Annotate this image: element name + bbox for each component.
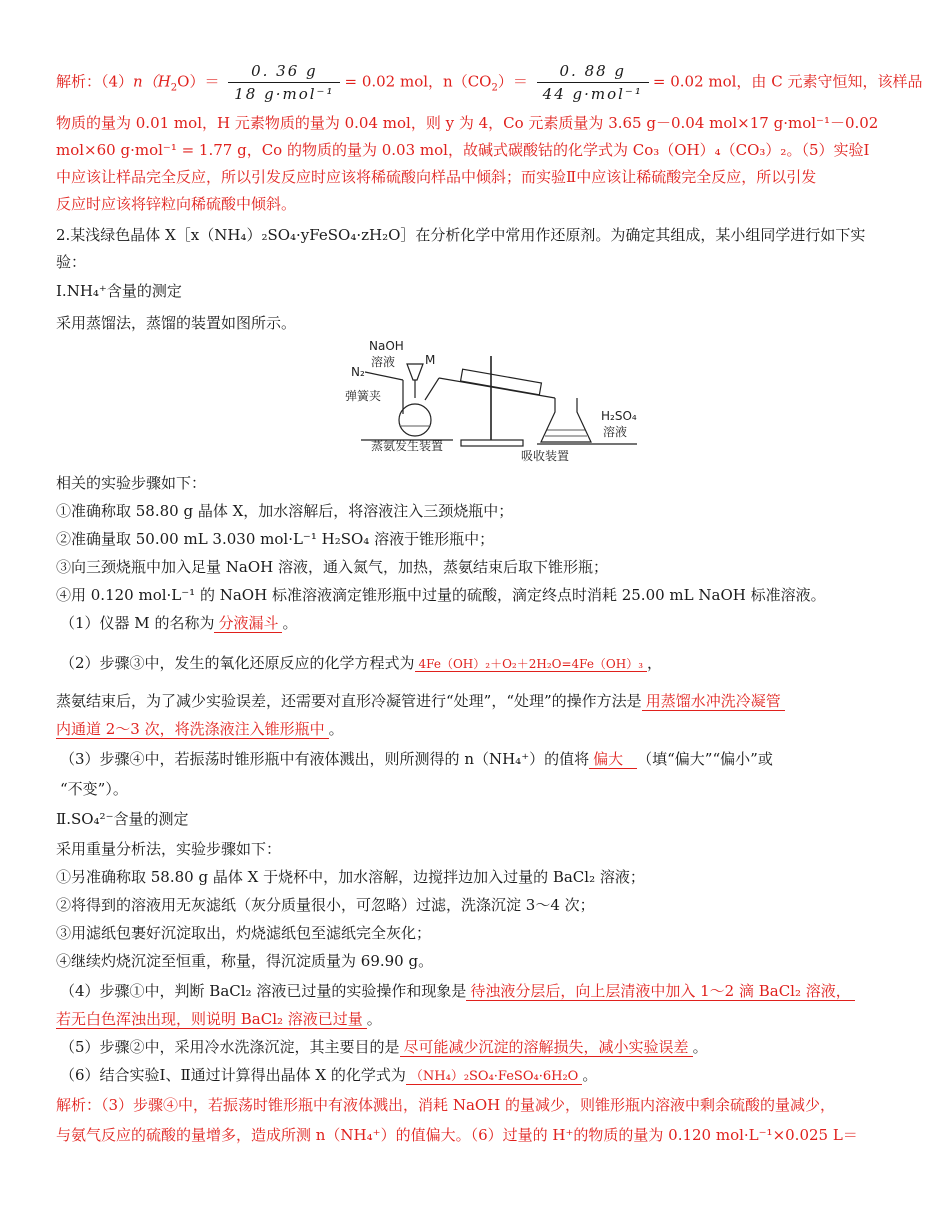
separatory-funnel [407,364,423,380]
fraction-co2 [537,60,649,105]
distillation-apparatus-diagram [341,336,641,466]
text: 。 [328,720,344,738]
subquestion-4 [60,980,855,1002]
text: ， [647,654,663,672]
text: ）＝ [497,72,528,91]
text: （2）步骤③中，发生的氧化还原反应的化学方程式为 [60,654,415,672]
fig-label-n2: N₂ [351,365,365,379]
text: （1）仪器 M 的名称为 [60,614,215,632]
analysis-label: 解析：（4） [56,72,134,91]
text: n（H [133,72,171,91]
fig-label-h2so4: H₂SO₄ [601,409,637,423]
analysis-line-2: 物质的量为 0.01 mol，H 元素物质的量为 0.04 mol，则 y 为 4，Co 元素质量为 3.65 g－0.04 mol×17 g·mol⁻¹－0.02 [56,114,879,132]
method-text-2: 采用重量分析法，实验步骤如下： [56,840,282,858]
fig-label-naoh: NaOH [369,339,404,353]
condenser-jacket [461,369,542,395]
text: = 0.02 mol，由 C 元素守恒知，该样品 [652,72,923,91]
subquestion-3-cont: “不变”）。 [60,780,128,798]
step-3: ③向三颈烧瓶中加入足量 NaOH 溶液，通入氮气，加热，蒸氨结束后取下锥形瓶； [56,558,608,576]
subquestion-2 [60,652,662,675]
text: （5）步骤②中，采用冷水洗涤沉淀，其主要目的是 [60,1038,400,1056]
text: （4）步骤①中，判断 BaCl₂ 溶液已过量的实验操作和现象是 [60,982,467,1000]
text: 蒸氨结束后，为了减少实验误差，还需要对直形冷凝管进行“处理”，“处理”的操作方法是 [56,692,642,710]
subquestion-2-cont [56,690,785,712]
step-2-1: ①另准确称取 58.80 g 晶体 X 于烧杯中，加水溶解，边搅拌边加入过量的 BaCl₂ 溶液； [56,868,645,886]
fraction-denominator: 18 g·mol⁻¹ [234,85,335,103]
analysis-2-line-2: 与氨气反应的硫酸的量增多，造成所测 n（NH₄⁺）的值偏大。（6）过量的 H⁺的物质的量为 0.120 mol·L⁻¹×0.025 L＝ [56,1126,858,1144]
text: 。 [366,1010,382,1028]
question-stem-2: 验： [56,253,87,271]
fig-label-absorber: 吸收装置 [521,449,570,463]
step-2-3: ③用滤纸包裹好沉淀取出，灼烧滤纸包至滤纸完全灰化； [56,924,432,942]
subquestion-2-cont-2 [56,718,344,740]
fig-label-generator: 蒸氨发生装置 [371,439,444,453]
answer-4-b: 若无白色浑浊出现，则说明 BaCl₂ 溶液已过量 [56,1010,367,1029]
text: O）＝ [177,72,220,91]
section-heading-2: Ⅱ.SO₄²⁻含量的测定 [56,810,189,828]
fig-label-clamp: 弹簧夹 [345,389,382,403]
section-heading-1: Ⅰ.NH₄⁺含量的测定 [56,282,182,300]
analysis-line-4: 中应该让样品完全反应，所以引发反应时应该将稀硫酸向样品中倾斜；而实验Ⅱ中应该让稀硫酸完全反应，所以引发 [56,168,817,186]
steps-title: 相关的实验步骤如下： [56,474,207,492]
answer-3: 偏大 [589,750,637,769]
answer-5: 尽可能减少沉淀的溶解损失，减小实验误差 [400,1038,693,1057]
fig-label-m: M [425,353,436,367]
fig-label-solution: 溶液 [371,355,396,369]
step-2-2: ②将得到的溶液用无灰滤纸（灰分质量很小，可忽略）过滤，洗涤沉淀 3～4 次； [56,896,595,914]
subquestion-3 [60,748,773,770]
fraction-denominator: 44 g·mol⁻¹ [542,85,643,103]
answer-2-operation-b: 内通道 2～3 次，将洗涤液注入锥形瓶中 [56,720,329,739]
analysis-line-5: 反应时应该将锌粒向稀硫酸中倾斜。 [56,195,297,213]
answer-6: （NH₄）₂SO₄·FeSO₄·6H₂O [406,1069,582,1085]
analysis-line-1: 解析：$(4)n(H_2O)=$ $\frac{0. 36 g}{\text{18 g·mol⁻¹}}$ = 0.02 mol，$n(CO_2)=$ $\frac{0. 88 g}{\text{44 g·mol⁻¹}}$ = 0.02 mol，由 C 元素守恒知，该样品 [56,62,923,103]
analysis-line-3: mol×60 g·mol⁻¹ = 1.77 g，Co 的物质的量为 0.03 mol，故碱式碳酸钴的化学式为 Co₃（OH）₄（CO₃）₂。（5）实验Ⅰ [56,141,870,159]
text: （6）结合实验Ⅰ、Ⅱ通过计算得出晶体 X 的化学式为 [60,1066,406,1084]
answer-2-operation-a: 用蒸馏水冲洗冷凝管 [642,692,785,711]
method-text-1: 采用蒸馏法，蒸馏的装置如图所示。 [56,314,297,332]
step-4: ④用 0.120 mol·L⁻¹ 的 NaOH 标准溶液滴定锥形瓶中过量的硫酸，滴定终点时消耗 25.00 mL NaOH 标准溶液。 [56,586,826,604]
analysis-2-line-1: 解析：（3）步骤④中，若振荡时锥形瓶中有液体溅出，消耗 NaOH 的量减少，则锥形瓶内溶液中剩余硫酸的量减少， [56,1096,836,1114]
answer-1: 分液漏斗 [214,614,282,633]
fraction-numerator: 0. 36 g [228,60,340,83]
subquestion-5 [60,1036,708,1058]
step-2-4: ④继续灼烧沉淀至恒重，称量，得沉淀质量为 69.90 g。 [56,952,434,970]
text: （3）步骤④中，若振荡时锥形瓶中有液体溅出，则所测得的 n（NH₄⁺）的值将 [60,750,590,768]
step-1: ①准确称取 58.80 g 晶体 X，加水溶解后，将溶液注入三颈烧瓶中； [56,502,514,520]
fig-label-solution-2: 溶液 [603,425,628,439]
fraction-numerator: 0. 88 g [537,60,649,83]
conical-flask [541,398,591,442]
subquestion-1 [60,612,297,634]
question-stem-1: 2.某浅绿色晶体 X［x（NH₄）₂SO₄·yFeSO₄·zH₂O］在分析化学中常用作还原剂。为确定其组成，某小组同学进行如下实 [56,226,866,244]
subquestion-4-cont [56,1008,382,1030]
step-2: ②准确量取 50.00 mL 3.030 mol·L⁻¹ H₂SO₄ 溶液于锥形瓶中； [56,530,495,548]
answer-4-a: 待浊液分层后，向上层清液中加入 1～2 滴 BaCl₂ 溶液， [466,982,854,1001]
text: 。 [282,614,298,632]
text: 。 [692,1038,708,1056]
subquestion-6 [60,1064,597,1088]
text: 。 [582,1066,598,1084]
text: （填“偏大”“偏小”或 [637,750,773,768]
text: = 0.02 mol，n（CO [344,72,492,91]
three-neck-flask [399,404,431,436]
fraction-h2o [228,60,340,105]
answer-2-equation: 4Fe（OH）₂＋O₂＋2H₂O=4Fe（OH）₃ [415,657,648,672]
